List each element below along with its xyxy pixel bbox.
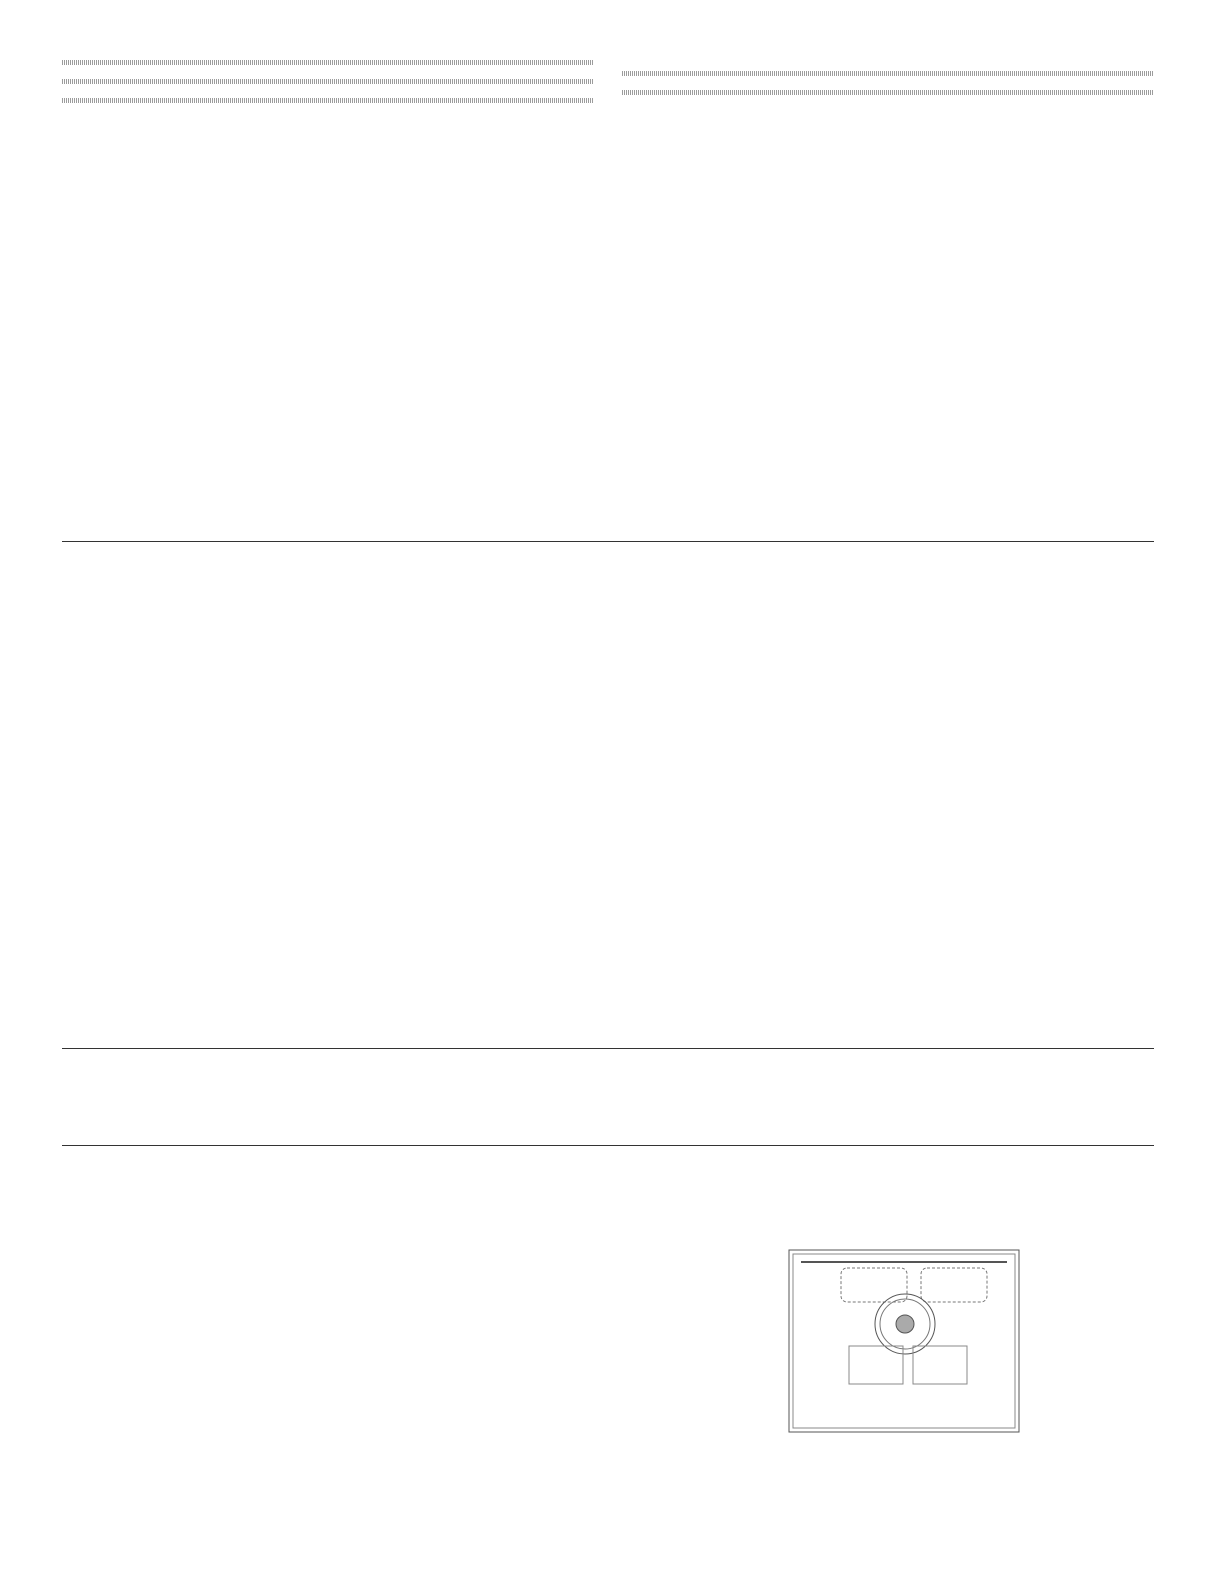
oven-rack-illustration [753,1248,1033,1438]
section-rule [62,1145,1154,1146]
section-rule [62,541,1154,542]
top-right-column [622,59,1154,101]
section-rule [62,1048,1154,1049]
oven-light-shape [841,1268,907,1302]
foil-left-column [62,1098,594,1103]
oven-cavity-outline [789,1250,1019,1432]
racks-left-column [62,1194,594,1211]
top-left-column [62,60,594,109]
divider [622,71,1154,76]
oven-panel [913,1346,967,1384]
sabbath-right-column [622,590,1154,602]
racks-right-column [622,1194,1154,1199]
divider [62,79,594,84]
sabbath-left-column [62,590,594,604]
oven-panel [849,1346,903,1384]
convection-fan-hub [896,1315,914,1333]
divider [62,60,594,65]
oven-cavity-inner [793,1254,1015,1428]
oven-light-shape [921,1268,987,1302]
foil-right-column [622,1098,1154,1103]
divider [62,98,594,103]
divider [622,90,1154,95]
